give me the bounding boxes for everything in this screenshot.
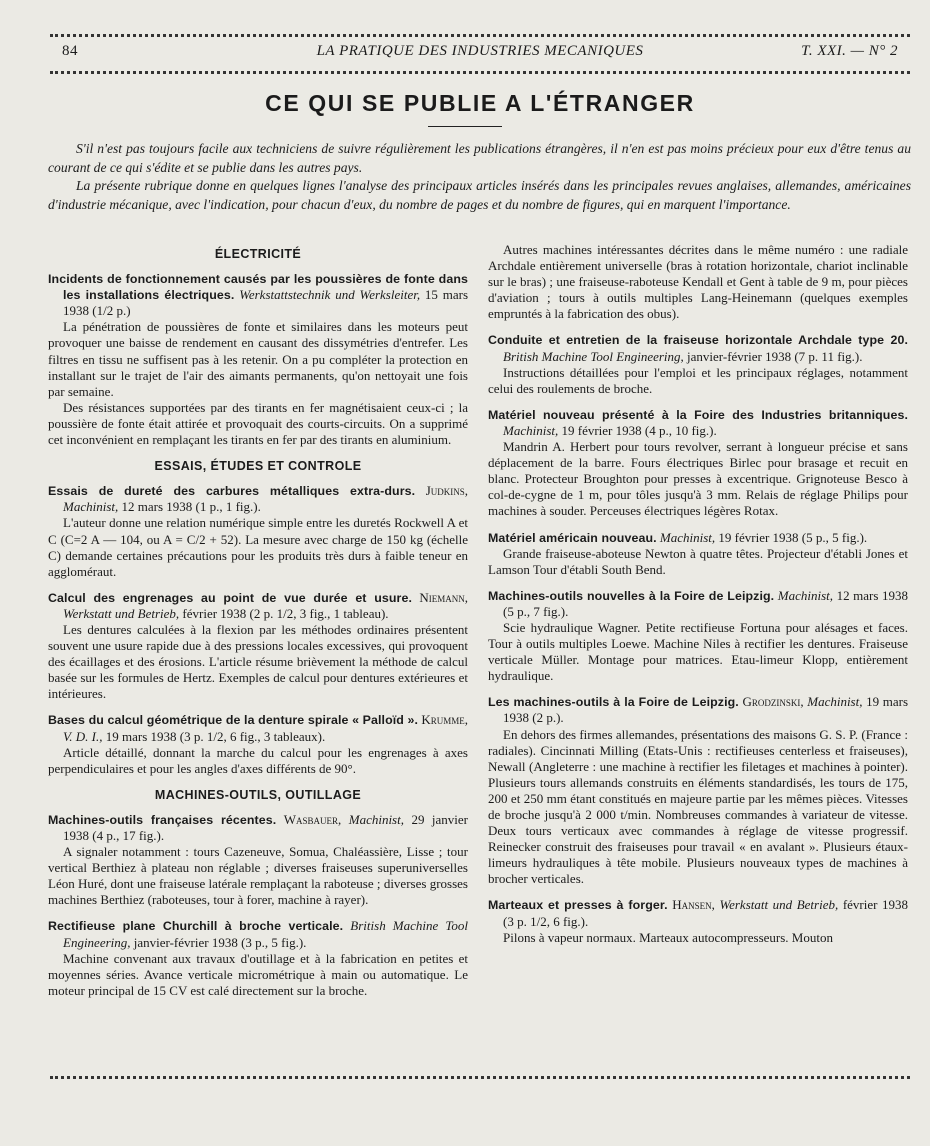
article-body: En dehors des firmes allemandes, présentations des maisons G. S. P. (France : radiales). Cincinnati Milling (Etats-Unis : rectifieuses centerless et fraiseuses), Newall (Angleterre : une machine à rectifier les filetages et machines à pointer). Plusieurs tours allemands construits en éléments standardisés, les tours de 175, 200 et 250 mm étant constitués en majeure partie par les mêmes pièces. Vitesses de broche jusqu'à 2 000 t/min. Nombreuses commandes à variateur de vitesse. Deux tours verticaux avec commandes à réglage de vitesse progressif. Reinecker construit des fraiseuses pour travail « en avalant ». Plusieurs étaux-limeurs hydrauliques à tête mobile. Plusieurs nouveaux types de machines à brocher verticales.	[488, 726, 908, 887]
article-title: Matériel américain nouveau.	[488, 530, 657, 545]
article-body: Article détaillé, donnant la marche du calcul pour les engrenages à axes perpendiculaires et pour les angles d'axes différents de 90°.	[48, 744, 468, 776]
article-citation	[48, 712, 468, 744]
article-author: Judkins,	[425, 483, 468, 499]
article-entry	[48, 812, 468, 909]
article-entry	[488, 530, 908, 578]
article-body: Mandrin A. Herbert pour tours revolver, serrant à longueur précise et sans déplacement de la barre. Fours électriques Birlec pour brasage et recuit en blanc. Protecteur Broughton pour presses à excentrique. Grignoteuse Besco à col-de-cygne de 1 m, pour tôles jusqu'à 3 mm. Relais de réglage Philips pour machines à souder. Perceuses électriques légères Rotax.	[488, 439, 908, 519]
article-author: Hansen,	[672, 897, 715, 913]
article-details: 29 janvier 1938 (4 p., 17 fig.).	[63, 811, 469, 843]
article-source: Machinist,	[777, 587, 834, 603]
article-body: Pilons à vapeur normaux. Marteaux autocompresseurs. Mouton	[503, 929, 833, 945]
article-title: Calcul des engrenages au point de vue durée et usure.	[48, 590, 412, 605]
article-source: British Machine Tool Engineering,	[63, 918, 468, 950]
article-source: Werkstattstechnik und Werksleiter,	[239, 287, 421, 303]
article-citation	[488, 407, 908, 439]
article-citation	[488, 332, 908, 364]
article-details: 15 mars 1938 (1/2 p.)	[63, 287, 469, 319]
article-source: Machinist,	[503, 422, 559, 438]
article-author: Wasbauer,	[283, 811, 342, 827]
article-body: Les dentures calculées à la flexion par les méthodes ordinaires présentent souvent une usure rapide due à des pressions locales excessives, qui provoquent des écaillages et des érosions. L'article résume brièvement la méthode de calcul basée sur les formules de Hertz. Exemples de calcul pour dentures extérieures et intérieures.	[48, 621, 468, 702]
article-body: Des résistances supportées par des tirants en fer magnétisaient ceux-ci ; la poussière de fonte était attirée et provoquait des courts-circuits. On a supprimé cet inconvénient en remplaçant les tirants en fer par des tirants en aluminium.	[48, 399, 468, 448]
article-details: 12 mars 1938 (5 p., 7 fig.).	[503, 587, 908, 619]
article-author: Grodzinski,	[742, 694, 804, 710]
page-number: 84	[62, 43, 78, 59]
article-details: janvier-février 1938 (3 p., 5 fig.).	[133, 934, 307, 950]
article-title: Machines-outils nouvelles à la Foire de Leipzig.	[488, 588, 775, 603]
article-citation	[488, 530, 908, 546]
article-body: A signaler notamment : tours Cazeneuve, Somua, Chaléassière, Lisse ; tour vertical Berthiez à plateau non réglable ; diverses fraiseuses superuniverselles Léon Huré, dont une fraiseuse latérale remplaçant la raboteuse ; diverses grosses machines Berthiez (raboteuses, tour à forer, machine à rayer).	[48, 844, 468, 908]
volume-issue: T. XXI. — N° 2	[801, 43, 898, 59]
article-title: Machines-outils françaises récentes.	[48, 812, 277, 827]
article-details: 12 mars 1938 (1 p., 1 fig.).	[121, 499, 261, 515]
article-title: Les machines-outils à la Foire de Leipzig.	[488, 695, 739, 710]
article-body: Autres machines intéressantes décrites dans le même numéro : une radiale Archdale entièrement universelle (bras à rotation horizontale, chariot inclinable sur le bras) ; une fraiseuse-raboteuse Kendall et Gent à table de 9 m, pour pièces d'aviation ; tours à outils multiples Lang-Heinemann (quelques exemples empruntés à la fabrication des obus).	[488, 242, 908, 322]
footer-dotted-rule	[50, 1076, 910, 1079]
article-citation	[488, 588, 908, 620]
article-entry	[48, 590, 468, 703]
article-source: Machinist,	[659, 529, 716, 545]
article-entry-continued	[488, 242, 908, 322]
article-body: Instructions détaillées pour l'emploi et les principaux réglages, notamment celui des roulements de broche.	[488, 364, 908, 396]
article-body: Grande fraiseuse-aboteuse Newton à quatre têtes. Projecteur d'établi Jones et Lamson Tour d'établi South Bend.	[488, 545, 908, 577]
article-details: 19 février 1938 (5 p., 5 fig.).	[718, 529, 868, 545]
article-details: 19 mars 1938 (2 p.).	[503, 694, 908, 726]
section-heading-electricite: ÉLECTRICITÉ	[214, 247, 302, 261]
article-body: L'auteur donne une relation numérique simple entre les duretés Rockwell A et C (C=2 A — 104, ou A = C/2 + 52). La mesure avec charge de 150 kg (échelle C) demande certaines précautions pour les produits très durs à faible teneur en aggloméraut.	[48, 515, 468, 579]
article-source: V. D. I.,	[63, 728, 103, 744]
article-author: Krumme,	[421, 712, 469, 728]
top-dotted-rule	[50, 34, 910, 37]
title-underline	[428, 126, 502, 127]
article-body: Machine convenant aux travaux d'outillage et à la fabrication en petites et moyennes séries. Avance verticale micrométrique à main ou automatique. Le moteur principal de 15 CV est calé directement sur la broche.	[48, 950, 468, 998]
article-entry	[48, 918, 468, 998]
article-source: Machinist,	[63, 499, 119, 515]
article-details: février 1938 (2 p. 1/2, 3 fig., 1 tableau).	[182, 605, 389, 621]
article-source: British Machine Tool Engineering,	[503, 348, 684, 364]
article-entry	[48, 712, 468, 776]
article-title: Marteaux et presses à forger.	[488, 898, 668, 913]
left-column	[48, 242, 468, 1009]
intro-block	[48, 140, 911, 214]
article-details: janvier-février 1938 (7 p. 11 fig.).	[687, 348, 863, 364]
article-title: Essais de dureté des carbures métalliques extra-durs.	[48, 484, 416, 499]
article-author: Niemann,	[419, 589, 468, 605]
right-column	[488, 242, 908, 956]
article-entry	[488, 694, 908, 887]
article-title: Matériel nouveau présenté à la Foire des Industries britanniques.	[488, 407, 908, 422]
page-title: CE QUI SE PUBLIE A L'ÉTRANGER	[265, 90, 695, 116]
article-entry	[488, 588, 908, 685]
article-citation	[48, 812, 468, 844]
article-entry	[488, 897, 908, 945]
article-citation	[48, 918, 468, 950]
intro-paragraph: La présente rubrique donne en quelques lignes l'analyse des principaux articles insérés dans les principales revues anglaises, allemandes, américaines d'industrie mécanique, avec l'indication, pour chacun d'eux, du nombre de pages et du nombre de figures, qui en marquent l'importance.	[48, 178, 911, 212]
article-body: La pénétration de poussières de fonte et similaires dans les moteurs peut provoquer une baisse de rendement en causant des dissymétries d'entrefer. Les filtres en tissu ne suffisent pas à les retenir. On a pu compléter la protection en installant sur le trajet de l'air des aimants permanents, qu'on nettoyait une fois par semaine.	[48, 319, 468, 399]
article-entry	[48, 271, 468, 448]
article-details: février 1938 (3 p. 1/2, 6 fig.).	[503, 897, 909, 929]
article-title: Rectifieuse plane Churchill à broche verticale.	[48, 919, 344, 934]
article-title: Bases du calcul géométrique de la denture spirale « Palloïd ».	[48, 713, 419, 728]
article-title: Conduite et entretien de la fraiseuse horizontale Archdale type 20.	[488, 333, 908, 348]
article-citation	[48, 483, 468, 515]
running-header	[62, 43, 898, 63]
article-source: Werkstatt und Betrieb,	[719, 897, 839, 913]
section-heading-essais: ESSAIS, ÉTUDES ET CONTROLE	[154, 459, 362, 474]
header-dotted-rule	[50, 71, 910, 74]
intro-paragraph: S'il n'est pas toujours facile aux techniciens de suivre régulièrement les publications étrangères, il n'en est pas moins précieux pour eux d'être tenus au courant de ce qui s'édite et se publie dans les autres pays.	[48, 141, 911, 175]
article-source: Werkstatt und Betrieb,	[63, 605, 180, 621]
article-citation	[48, 271, 468, 319]
article-citation	[488, 694, 908, 726]
article-entry	[488, 407, 908, 520]
article-details: 19 février 1938 (4 p., 10 fig.).	[561, 422, 717, 438]
article-title: Incidents de fonctionnement causés par les poussières de fonte dans les installations électriques.	[48, 272, 468, 303]
article-citation	[48, 590, 468, 622]
article-entry	[48, 483, 468, 580]
journal-title: LA PRATIQUE DES INDUSTRIES MECANIQUES	[316, 43, 644, 59]
article-citation	[488, 897, 908, 929]
article-details: 19 mars 1938 (3 p. 1/2, 6 fig., 3 tableaux).	[105, 728, 326, 744]
article-source: Machinist,	[348, 811, 404, 827]
section-heading-machines: MACHINES-OUTILS, OUTILLAGE	[154, 787, 362, 802]
article-body: Scie hydraulique Wagner. Petite rectifieuse Fortuna pour alésages et faces. Tour à outils multiples Loewe. Machine Niles à rectifier les dentures. Fraiseuse verticale Müller. Montage pour matrices. Etau-limeur Klopp, entièrement hydraulique.	[488, 619, 908, 684]
article-source: Machinist,	[807, 694, 863, 710]
article-entry	[488, 332, 908, 396]
